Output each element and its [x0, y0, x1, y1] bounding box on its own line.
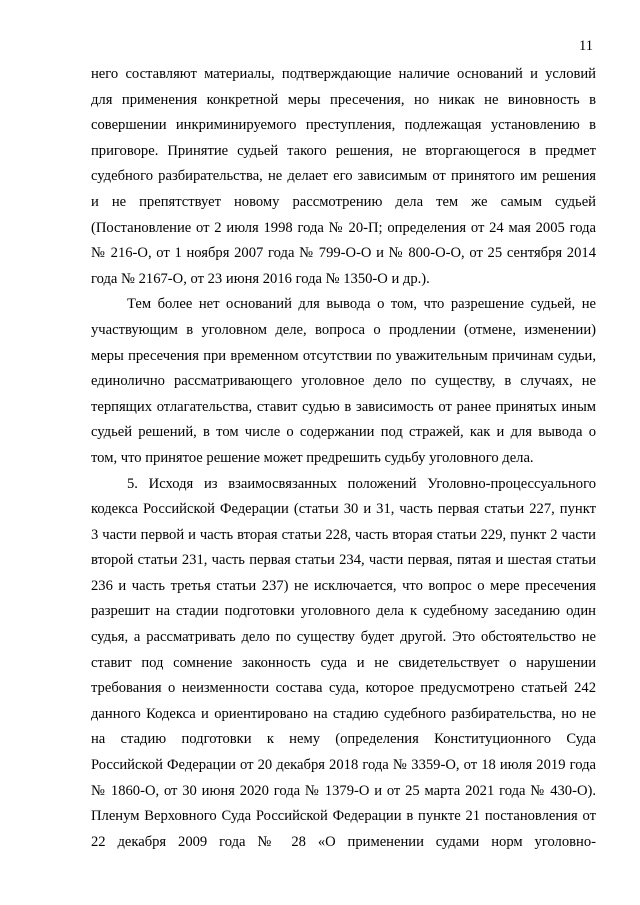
text-line: единолично рассматривающего уголовное дело по существу, в случаях, не — [91, 373, 596, 390]
text-line: судебного разбирательства, не делает его зависимым от принятого им решения — [91, 168, 596, 185]
page-number: 11 — [579, 38, 593, 54]
text-line: требования о неизменности состава суда, которое предусмотрено статьей 242 — [91, 680, 596, 697]
text-line: Российской Федерации от 20 декабря 2018 года № 3359-О, от 18 июля 2019 года — [91, 757, 596, 774]
text-line: Пленум Верховного Суда Российской Федерации в пункте 21 постановления от — [91, 808, 596, 825]
text-line: том, что принятое решение может предрешить судьбу уголовного дела. — [91, 449, 534, 466]
text-line: Тем более нет оснований для вывода о том, что разрешение судьей, не — [127, 296, 596, 313]
text-line: кодекса Российской Федерации (статьи 30 и 31, часть первая статьи 227, пункт — [91, 501, 596, 518]
text-line: для применения конкретной меры пресечения, но никак не виновность в — [91, 91, 596, 108]
paragraph — [91, 62, 596, 292]
text-line: участвующим в уголовном деле, вопроса о продлении (отмене, изменении) — [91, 321, 596, 338]
text-line: 5. Исходя из взаимосвязанных положений Уголовно-процессуального — [127, 475, 596, 492]
text-line: данного Кодекса и ориентировано на стадию судебного разбирательства, но не — [91, 705, 596, 722]
text-line: судьей решений, в том числе о содержании под стражей, как и для вывода о — [91, 424, 596, 441]
text-line: и не препятствует новому рассмотрению дела тем же самым судьей — [91, 193, 596, 210]
text-line: разрешит на стадии подготовки уголовного дела к судебному заседанию один — [91, 603, 596, 620]
text-line: ставит под сомнение законность суда и не свидетельствует о нарушении — [91, 654, 596, 671]
text-line: него составляют материалы, подтверждающие наличие оснований и условий — [91, 66, 596, 82]
paragraph — [91, 472, 596, 856]
text-line: приговоре. Принятие судьей такого решения, не вторгающегося в предмет — [91, 142, 596, 159]
text-line: года № 2167-О, от 23 июня 2016 года № 1350-О и др.). — [91, 270, 430, 287]
text-line: терпящих отлагательства, ставит судью в зависимость от ранее принятых иным — [91, 398, 596, 415]
text-line: № 216-О, от 1 ноября 2007 года № 799-О-О и № 800-О-О, от 25 сентября 2014 — [91, 245, 596, 262]
text-line: 22 декабря 2009 года № 28 «О применении судами норм уголовно- — [91, 833, 596, 850]
text-line: совершении инкриминируемого преступления, подлежащая установлению в — [91, 117, 596, 134]
text-line: (Постановление от 2 июля 1998 года № 20-П; определения от 24 мая 2005 года — [91, 219, 596, 236]
document-body — [91, 62, 596, 855]
text-line: второй статьи 231, часть первая статьи 234, части первая, пятая и шестая статьи — [91, 552, 596, 569]
text-line: меры пресечения при временном отсутствии по уважительным причинам судьи, — [91, 347, 596, 364]
text-line: № 1860-О, от 30 июня 2020 года № 1379-О и от 25 марта 2021 года № 430-О). — [91, 782, 596, 799]
text-line: на стадию подготовки к нему (определения Конституционного Суда — [91, 731, 596, 748]
text-line: судья, а рассматривать дело по существу будет другой. Это обстоятельство не — [91, 629, 596, 646]
text-line: 3 части первой и часть вторая статьи 228, часть вторая статьи 229, пункт 2 части — [91, 526, 596, 543]
paragraph — [91, 292, 596, 471]
text-line: 236 и часть третья статьи 237) не исключается, что вопрос о мере пресечения — [91, 577, 596, 594]
